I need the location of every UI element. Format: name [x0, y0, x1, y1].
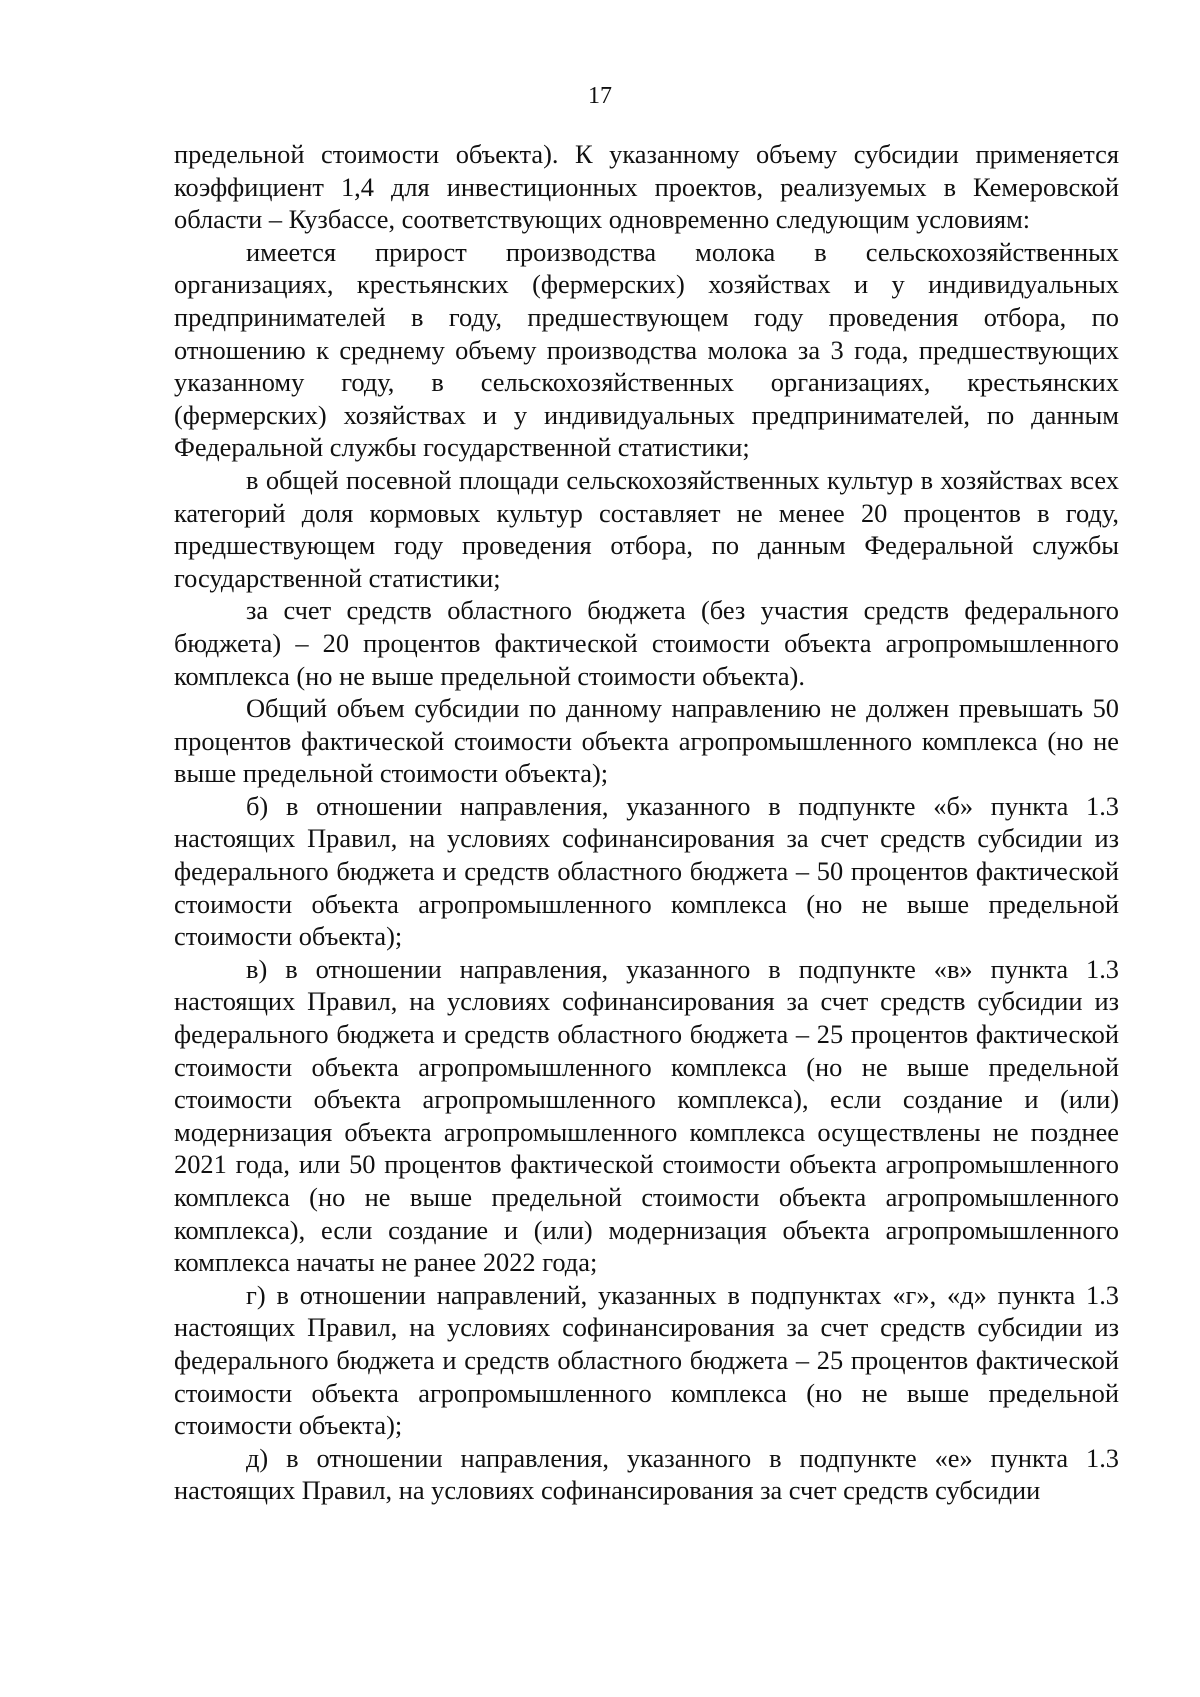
paragraph-subitem-b: б) в отношении направления, указанного в подпункте «б» пункта 1.3 настоящих Правил, на условиях софинансирования за счет средств субсидии из федерального бюджета и средств областного бюджета – 50 процентов фактической стоимости объекта агропромышленного комплекса (но не выше предельной стоимости объекта);	[174, 790, 1119, 952]
paragraph-continuation: предельной стоимости объекта). К указанному объему субсидии применяется коэффициент 1,4 для инвестиционных проектов, реализуемых в Кемеровской области – Кузбассе, соответствующих одновременно следующим условиям:	[174, 139, 1119, 235]
document-body	[174, 138, 1119, 1507]
paragraph-subitem-g: г) в отношении направлений, указанных в подпунктах «г», «д» пункта 1.3 настоящих Правил, на условиях софинансирования за счет средств субсидии из федерального бюджета и средств областного бюджета – 25 процентов фактической стоимости объекта агропромышленного комплекса (но не выше предельной стоимости объекта);	[174, 1279, 1119, 1441]
page-number: 17	[588, 83, 612, 109]
paragraph-fodder-crops-condition: в общей посевной площади сельскохозяйственных культур в хозяйствах всех категорий доля кормовых культур составляет не менее 20 процентов в году, предшествующем году проведения отбора, по данным Федеральной службы государственной статистики;	[174, 464, 1119, 593]
paragraph-subitem-v: в) в отношении направления, указанного в подпункте «в» пункта 1.3 настоящих Правил, на условиях софинансирования за счет средств субсидии из федерального бюджета и средств областного бюджета – 25 процентов фактической стоимости объекта агропромышленного комплекса (но не выше предельной стоимости объекта агропромышленного комплекса), если создание и (или) модернизация объекта агропромышленного комплекса осуществлены не позднее 2021 года, или 50 процентов фактической стоимости объекта агропромышленного комплекса (но не выше предельной стоимости объекта агропромышленного комплекса), если создание и (или) модернизация объекта агропромышленного комплекса начаты не ранее 2022 года;	[174, 953, 1119, 1278]
paragraph-regional-budget: за счет средств областного бюджета (без участия средств федерального бюджета) – 20 процентов фактической стоимости объекта агропромышленного комплекса (но не выше предельной стоимости объекта).	[174, 595, 1119, 691]
paragraph-milk-production-condition: имеется прирост производства молока в сельскохозяйственных организациях, крестьянских (фермерских) хозяйствах и у индивидуальных предпринимателей в году, предшествующем году проведения отбора, по отношению к среднему объему производства молока за 3 года, предшествующих указанному году, в сельскохозяйственных организациях, крестьянских (фермерских) хозяйствах и у индивидуальных предпринимателей, по данным Федеральной службы государственной статистики;	[174, 236, 1119, 463]
paragraph-total-subsidy-limit: Общий объем субсидии по данному направлению не должен превышать 50 процентов фактической стоимости объекта агропромышленного комплекса (но не выше предельной стоимости объекта);	[174, 693, 1119, 789]
paragraph-subitem-d: д) в отношении направления, указанного в подпункте «е» пункта 1.3 настоящих Правил, на условиях софинансирования за счет средств субсидии	[174, 1442, 1119, 1506]
